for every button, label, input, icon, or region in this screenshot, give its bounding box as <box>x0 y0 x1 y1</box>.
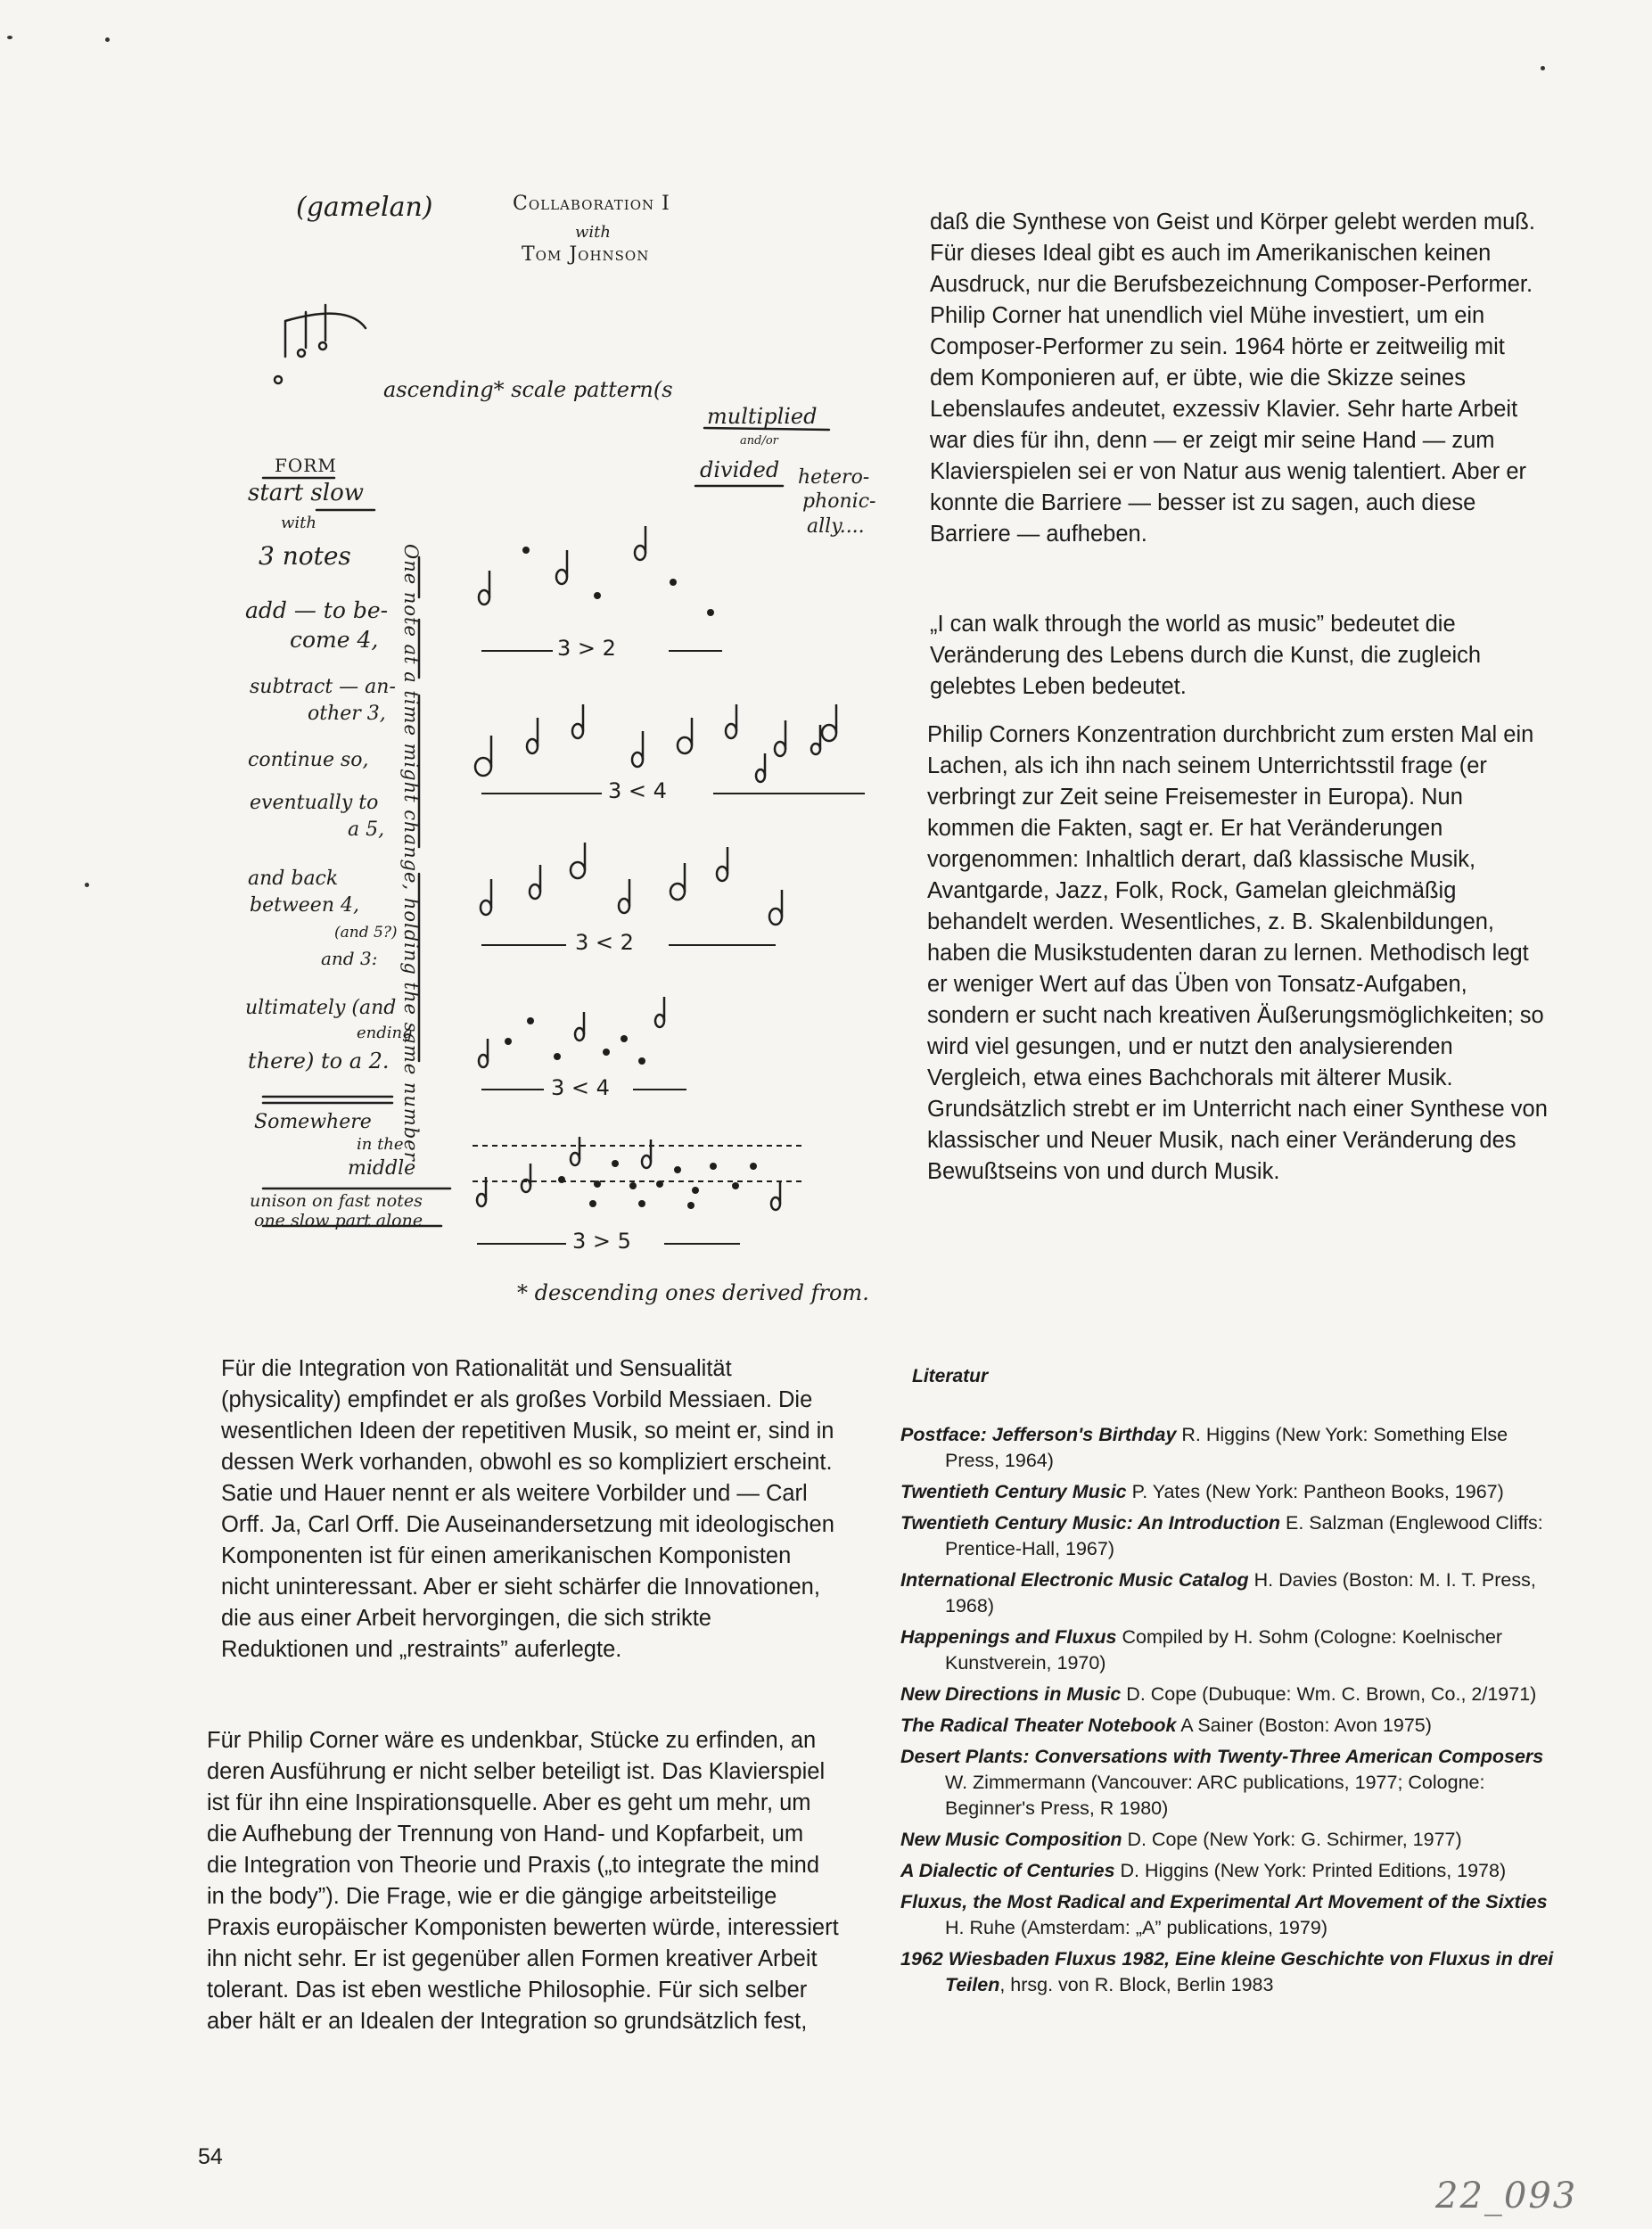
literature-item-title: Fluxus, the Most Radical and Experimental Art Movement of the Sixties <box>900 1891 1548 1912</box>
scan-speck <box>7 36 12 39</box>
sketch-hetero-2: phonic- <box>802 490 876 513</box>
sketch-step-11: and back <box>248 868 339 890</box>
sketch-step-13: (and 5?) <box>334 924 398 942</box>
paragraph-5: Für Philip Corner wäre es undenkbar, Stücke zu erfinden, an deren Ausführung er nicht selber beteiligt ist. Das Klavierspiel ist für ihn eine Inspirationsquelle. Aber es geht um mehr, um die Aufhebung der Trennung von Hand- und Kopfarbeit, um die Integration von Theorie und Praxis („to integrate the mind in the body”). Die Frage, wie er die gängige arbeitsteilige Praxis europäischer Komponisten bewerten würde, interessiert ihn nicht sehr. Er ist gegenüber allen Formen kreativer Arbeit tolerant. Das ist eben westliche Philosophie. Für sich selber aber hält er an Idealen der Integration so grundsätzlich fest, <box>207 1728 839 2034</box>
sketch-multiplied: multiplied <box>707 404 818 429</box>
literature-item <box>900 1858 1560 1884</box>
literature-item-details: D. Cope (New York: G. Schirmer, 1977) <box>1122 1829 1462 1850</box>
sketch-and-or: and/or <box>740 434 778 448</box>
literature-item <box>900 1713 1560 1739</box>
literature-item-title: New Music Composition <box>900 1829 1122 1850</box>
literature-item-title: The Radical Theater Notebook <box>900 1715 1177 1736</box>
literature-item <box>900 1567 1560 1619</box>
sketch-step-3: 3 notes <box>259 541 351 571</box>
literature-item-details: H. Ruhe (Amsterdam: „A” publications, 1979) <box>945 1917 1327 1938</box>
sketch-slow-part: one slow part alone <box>254 1211 423 1230</box>
sketch-step-12: between 4, <box>250 894 359 917</box>
literature-item-details: D. Cope (Dubuque: Wm. C. Brown, Co., 2/1971) <box>1121 1683 1537 1705</box>
sketch-title-line1: Collaboration I <box>513 193 670 215</box>
sketch-step-4: add — to be- <box>245 597 389 623</box>
literature-item <box>900 1422 1560 1474</box>
literature-item-details: R. Higgins (New York: Something Else Press, 1964) <box>945 1424 1508 1471</box>
sketch-vertical-note: One note at a time might change, holding the same number <box>400 544 422 1162</box>
literature-item <box>900 1624 1560 1676</box>
sketch-step-9: eventually to <box>250 792 379 814</box>
sketch-title-line3: Tom Johnson <box>522 243 650 266</box>
sketch-step-7: other 3, <box>308 703 386 725</box>
sketch-step-14: and 3: <box>321 948 378 969</box>
sketch-title-line2: with <box>575 223 611 242</box>
handwritten-score-sketch <box>241 178 876 1320</box>
literature-item-title: Postface: Jefferson's Birthday <box>900 1424 1177 1445</box>
sketch-step-8: continue so, <box>248 749 369 771</box>
sketch-hetero-1: hetero- <box>798 466 870 489</box>
literature-item-title: Happenings and Fluxus <box>900 1626 1117 1648</box>
literature-heading: Literatur <box>912 1366 989 1386</box>
literature-item-details: E. Salzman (Englewood Cliffs: Prentice-Hall, 1967) <box>945 1512 1543 1559</box>
sketch-footnote: * descending ones derived from. <box>517 1280 869 1305</box>
sketch-step-2: with <box>281 514 316 532</box>
literature-item-details: Compiled by H. Sohm (Cologne: Koelnischer Kunstverein, 1970) <box>945 1626 1503 1674</box>
literature-item-details: W. Zimmermann (Vancouver: ARC publications, 1977; Cologne: Beginner's Press, R 1980) <box>945 1772 1485 1819</box>
literature-item <box>900 1682 1560 1707</box>
sketch-somewhere: Somewhere <box>254 1111 372 1133</box>
sketch-step-6: subtract — an- <box>250 676 396 698</box>
sketch-hetero-3: ally.... <box>807 515 865 538</box>
sketch-unison-line: unison on fast notes <box>250 1191 423 1211</box>
literature-item-details: H. Davies (Boston: M. I. T. Press, 1968) <box>945 1569 1536 1616</box>
literature-item-details: D. Higgins (New York: Printed Editions, 1978) <box>1114 1860 1507 1881</box>
literature-item-title: Desert Plants: Conversations with Twenty-Three American Composers <box>900 1746 1544 1767</box>
sketch-ratio-5: 3 > 5 <box>572 1229 631 1254</box>
literature-item-title: Twentieth Century Music <box>900 1481 1127 1502</box>
sketch-ratio-3: 3 < 2 <box>575 930 634 955</box>
paragraph-4: Für die Integration von Rationalität und Sensualität (physicality) empfindet er als großes Vorbild Messiaen. Die wesentlichen Ideen der repetitiven Musik, so meint er, sind in dessen Werk vorhanden, obwohl es so kompliziert erscheint. Satie und Hauer nennt er als weitere Vorbilder und — Carl Orff. Ja, Carl Orff. Die Auseinandersetzung mit ideologischen Komponenten ist für einen amerikanischen Komponisten nicht uninteressant. Aber er sieht schärfer die Innovationen, die aus einer Arbeit hervorgingen, die sich strikte Reduktionen und „restraints” auferlegte. <box>221 1356 834 1662</box>
literature-item-title: 1962 Wiesbaden Fluxus 1982, Eine kleine Geschichte von Fluxus in drei Teilen <box>900 1948 1554 1995</box>
literature-item <box>900 1479 1560 1505</box>
paragraph-3: Philip Corners Konzentration durchbricht zum ersten Mal ein Lachen, als ich ihn nach seinem Unterrichtsstil frage (er verbringt zur Zeit seine Freisemester in Europa). Nun kommen die Fakten, sagt er. Er hat Veränderungen vorgenommen: Inhaltlich derart, daß klassische Musik, Avantgarde, Jazz, Folk, Rock, Gamelan gleichmäßig behandelt werden. Wesentliches, z. B. Skalenbildungen, haben die Musikstudenten daran zu lernen. Methodisch legt er weniger Wert auf das Üben von Tonsatz-Aufgaben, sondern er sucht nach kreativen Äußerungsmöglichkeiten; so wird viel gesungen, und er nutzt den analysierenden Vergleich, etwa eines Bachchorals mit älterer Musik. Grundsätzlich strebt er im Unterricht nach einer Synthese von klassischer und Neuer Musik, nach einer Veränderung des Bewußtseins von und durch Musik. <box>927 722 1548 1184</box>
sketch-ratio-4: 3 < 4 <box>551 1075 610 1100</box>
literature-item-title: Twentieth Century Music: An Introduction <box>900 1512 1281 1534</box>
sketch-step-15: ultimately (and <box>245 997 397 1019</box>
literature-item <box>900 1744 1560 1822</box>
scan-speck <box>1541 66 1545 70</box>
literature-item-title: International Electronic Music Catalog <box>900 1569 1249 1591</box>
sketch-ratio-1: 3 > 2 <box>557 636 616 661</box>
literature-item-details: A Sainer (Boston: Avon 1975) <box>1176 1715 1432 1736</box>
archive-number: 22_093 <box>1435 2176 1578 2217</box>
sketch-in-the: in the <box>357 1135 404 1154</box>
scan-speck <box>85 883 89 887</box>
literature-item-details: P. Yates (New York: Pantheon Books, 1967) <box>1126 1481 1504 1502</box>
sketch-middle: middle <box>348 1157 416 1180</box>
sketch-divided: divided <box>700 457 780 482</box>
sketch-gamelan: (gamelan) <box>296 192 433 223</box>
literature-item <box>900 1510 1560 1562</box>
literature-item <box>900 1827 1560 1853</box>
paragraph-2: „I can walk through the world as music” bedeutet die Veränderung des Lebens durch die Kunst, die zugleich gelebtes Leben bedeutet. <box>930 612 1482 699</box>
literature-item-title: A Dialectic of Centuries <box>900 1860 1115 1881</box>
literature-list <box>900 1422 1560 2003</box>
sketch-step-10: a 5, <box>348 818 385 841</box>
paragraph-1: daß die Synthese von Geist und Körper gelebt werden muß. Für dieses Ideal gibt es auch im Amerikanischen keinen Ausdruck, nur die Berufsbezeichnung Composer-Performer. Philip Corner hat unendlich viel Mühe investiert, um ein Composer-Performer zu sein. 1964 hörte er zeitweilig mit dem Komponieren auf, er übte, wie die Skizze seines Lebenslaufes andeutet, exzessiv Klavier. Sehr harte Arbeit war dies für ihn, denn — er zeigt mir seine Hand — zum Klavierspielen sei er von Natur aus wenig talentiert. Aber er konnte die Barriere — besser ist zu sagen, auch diese Barriere — aufheben. <box>930 210 1535 547</box>
sketch-ratio-2: 3 < 4 <box>608 778 667 803</box>
literature-item <box>900 1946 1560 1998</box>
sketch-step-1: start slow <box>248 480 364 506</box>
literature-item-title: New Directions in Music <box>900 1683 1122 1705</box>
scan-speck <box>105 37 110 42</box>
sketch-scale-note: ascending* scale pattern(s <box>383 377 673 402</box>
sketch-form-label: FORM <box>275 455 337 476</box>
page-number: 54 <box>198 2144 223 2169</box>
sketch-step-16: ending <box>357 1024 413 1042</box>
sketch-step-5: come 4, <box>290 627 379 653</box>
literature-item <box>900 1889 1560 1941</box>
sketch-step-17: there) to a 2. <box>248 1049 390 1073</box>
literature-item-details: , hrsg. von R. Block, Berlin 1983 <box>999 1974 1274 1995</box>
